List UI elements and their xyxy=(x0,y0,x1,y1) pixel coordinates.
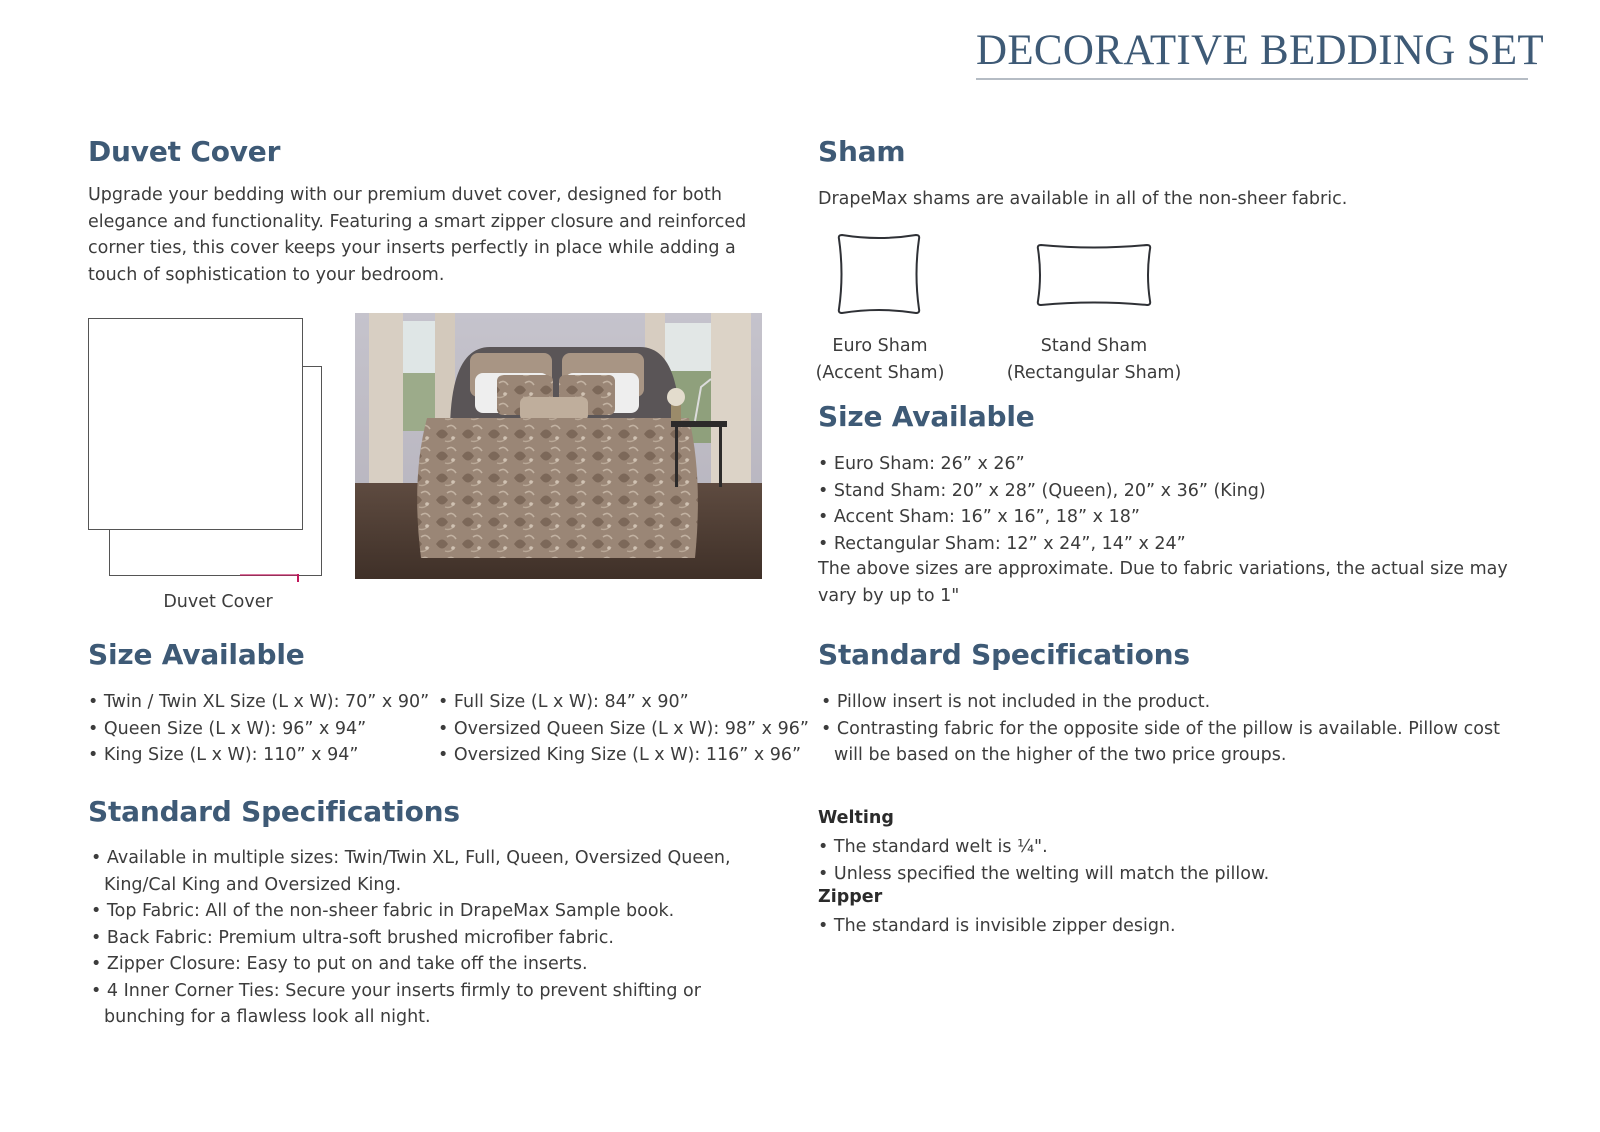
sham-size-heading: Size Available xyxy=(818,400,1035,433)
list-item: • Rectangular Sham: 12” x 24”, 14” x 24” xyxy=(818,531,1266,558)
list-item: • Pillow insert is not included in the product. xyxy=(818,689,1530,716)
list-item: • Zipper Closure: Easy to put on and take off the inserts. xyxy=(88,951,778,978)
sham-specs-list xyxy=(818,689,1530,769)
sham-heading: Sham xyxy=(818,135,906,168)
duvet-size-list-right xyxy=(438,689,809,769)
bedroom-photo-illustration xyxy=(355,313,762,579)
duvet-specs-list xyxy=(88,845,778,1031)
list-item: • Queen Size (L x W): 96” x 94” xyxy=(88,716,429,743)
list-item: • Twin / Twin XL Size (L x W): 70” x 90” xyxy=(88,689,429,716)
duvet-size-list-left xyxy=(88,689,429,769)
list-item: • Oversized King Size (L x W): 116” x 96” xyxy=(438,742,809,769)
list-item: • King Size (L x W): 110” x 94” xyxy=(88,742,429,769)
list-item: • The standard is invisible zipper design. xyxy=(818,913,1176,940)
sham-size-list xyxy=(818,451,1266,557)
welting-heading: Welting xyxy=(818,808,894,828)
duvet-diagram-caption: Duvet Cover xyxy=(163,592,273,612)
duvet-description: Upgrade your bedding with our premium duvet cover, designed for both elegance and functionality. Featuring a smart zipper closure and reinforced corner ties, this cover keeps your inserts perfectly in place while adding a touch of sophistication to your bedroom. xyxy=(88,185,747,285)
list-item: • Back Fabric: Premium ultra-soft brushed microfiber fabric. xyxy=(88,925,778,952)
duvet-specs-heading: Standard Specifications xyxy=(88,795,460,828)
sham-specs-heading: Standard Specifications xyxy=(818,638,1190,671)
list-item: • Contrasting fabric for the opposite side of the pillow is available. Pillow cost will be based on the higher of the two price groups. xyxy=(818,716,1530,769)
stand-sham-sublabel: (Rectangular Sham) xyxy=(1006,363,1182,383)
zipper-heading: Zipper xyxy=(818,887,883,907)
list-item: • 4 Inner Corner Ties: Secure your inserts firmly to prevent shifting or bunching for a flawless look all night. xyxy=(88,978,778,1031)
list-item: • Full Size (L x W): 84” x 90” xyxy=(438,689,809,716)
list-item: • Stand Sham: 20” x 28” (Queen), 20” x 36” (King) xyxy=(818,478,1266,505)
list-item: • Oversized Queen Size (L x W): 98” x 96” xyxy=(438,716,809,743)
sham-description: DrapeMax shams are available in all of the non-sheer fabric. xyxy=(818,189,1348,209)
duvet-bedroom-photo xyxy=(355,313,762,579)
welting-list xyxy=(818,834,1269,887)
stand-sham-caption xyxy=(1004,333,1184,387)
euro-sham-caption xyxy=(806,333,954,387)
stand-sham-label: Stand Sham xyxy=(1040,336,1148,356)
list-item: • The standard welt is ¼". xyxy=(818,834,1269,861)
duvet-front-panel xyxy=(88,318,303,530)
list-item: • Available in multiple sizes: Twin/Twin XL, Full, Queen, Oversized Queen, King/Cal King and Oversized King. xyxy=(88,845,778,898)
euro-sham-sublabel: (Accent Sham) xyxy=(815,363,945,383)
corner-tie-line xyxy=(240,574,298,576)
page-title: DECORATIVE BEDDING SET xyxy=(976,26,1528,80)
list-item: • Top Fabric: All of the non-sheer fabric in DrapeMax Sample book. xyxy=(88,898,778,925)
list-item: • Unless specified the welting will match the pillow. xyxy=(818,861,1269,888)
zipper-list xyxy=(818,913,1176,940)
euro-sham-diagram xyxy=(836,232,922,316)
duvet-size-heading: Size Available xyxy=(88,638,305,671)
euro-sham-label: Euro Sham xyxy=(832,336,928,356)
sham-size-note: The above sizes are approximate. Due to fabric variations, the actual size may vary by up to 1" xyxy=(818,559,1508,606)
list-item: • Euro Sham: 26” x 26” xyxy=(818,451,1266,478)
list-item: • Accent Sham: 16” x 16”, 18” x 18” xyxy=(818,504,1266,531)
stand-sham-diagram xyxy=(1034,242,1154,308)
duvet-heading: Duvet Cover xyxy=(88,135,281,168)
corner-tie-mark xyxy=(297,574,299,582)
